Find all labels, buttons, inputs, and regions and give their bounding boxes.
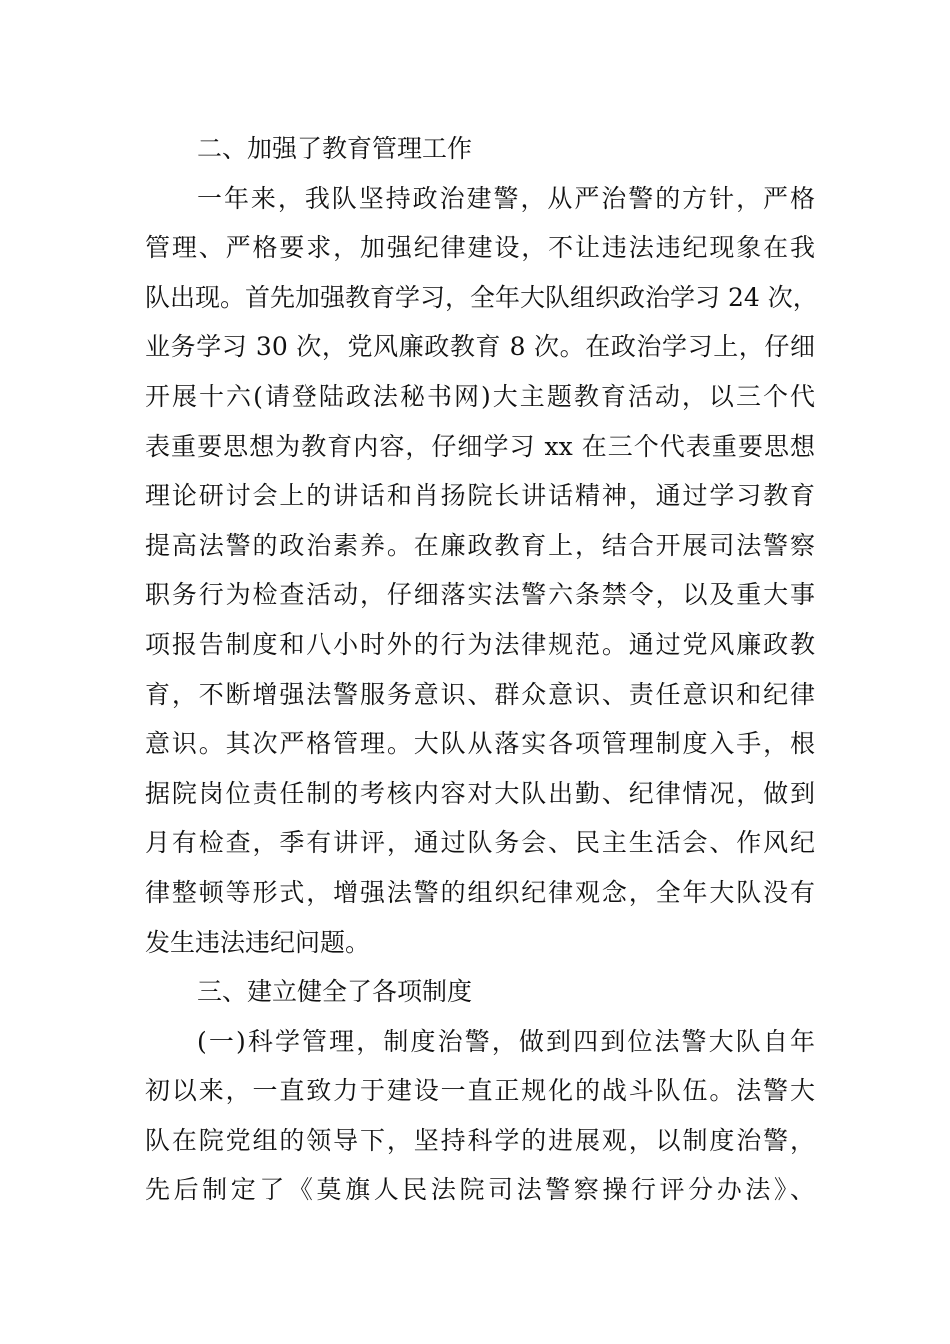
paragraph-line: 管理、严格要求，加强纪律建设，不让违法违纪现象在我 [145,233,815,263]
paragraph-line: 项报告制度和八小时外的行为法律规范。通过党风廉政教 [145,629,815,659]
paragraph-line: 表重要思想为教育内容，仔细学习 xx 在三个代表重要思想 [145,431,815,461]
paragraph-line: 提高法警的政治素养。在廉政教育上，结合开展司法警察 [145,530,815,560]
paragraph-line: 据院岗位责任制的考核内容对大队出勤、纪律情况，做到 [145,778,815,808]
paragraph-line: 一年来，我队坚持政治建警，从严治警的方针，严格 [197,183,815,213]
paragraph-line: 先后制定了《莫旗人民法院司法警察操行评分办法》、 [145,1175,815,1205]
paragraph-line: 初以来，一直致力于建设一直正规化的战斗队伍。法警大 [145,1076,815,1106]
document-body [145,124,818,1215]
paragraph-line: 开展十六(请登陆政法秘书网)大主题教育活动，以三个代 [145,381,815,411]
paragraph-line: 发生违法违纪问题。 [145,927,371,957]
section-heading: 二、加强了教育管理工作 [197,134,473,163]
paragraph-line: 队出现。首先加强教育学习，全年大队组织政治学习 24 次， [145,282,818,312]
paragraph-line: 意识。其次严格管理。大队从落实各项管理制度入手，根 [145,729,815,759]
paragraph-line: 理论研讨会上的讲话和肖扬院长讲话精神，通过学习教育 [145,481,815,511]
paragraph-line: 律整顿等形式，增强法警的组织纪律观念，全年大队没有 [145,877,815,907]
section-heading: 三、建立健全了各项制度 [197,977,473,1007]
paragraph-line: 月有检查，季有讲评，通过队务会、民主生活会、作风纪 [145,828,815,858]
paragraph-line: (一)科学管理，制度治警，做到四到位法警大队自年 [197,1026,815,1056]
paragraph-line: 育，不断增强法警服务意识、群众意识、责任意识和纪律 [145,679,815,709]
paragraph-line: 队在院党组的领导下，坚持科学的进展观，以制度治警， [145,1125,815,1155]
paragraph-line: 业务学习 30 次，党风廉政教育 8 次。在政治学习上，仔细 [145,332,815,362]
paragraph-line: 职务行为检查活动，仔细落实法警六条禁令，以及重大事 [145,580,815,610]
